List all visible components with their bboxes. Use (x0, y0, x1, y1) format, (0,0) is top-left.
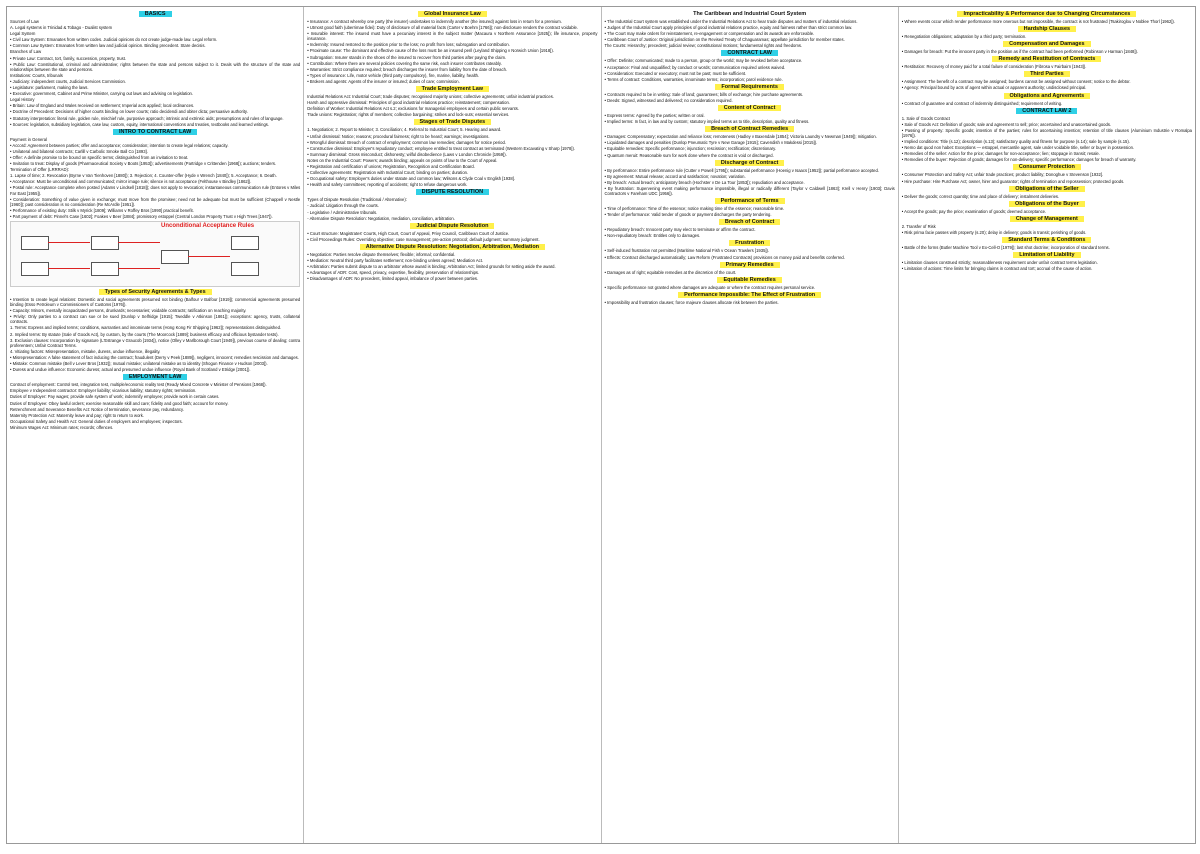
note-paragraph: • Implied conditions: Title (s.12); description (s.13); satisfactory quality and fitness for purpose (s.14); sale by sample (s.15). (901, 139, 1130, 145)
note-paragraph: • Duress and undue influence: Economic duress; actual and presumed undue influence (Royal Bank of Scotland v Etridge [2001]). (10, 367, 251, 373)
column-4 (899, 7, 1195, 843)
diagram-arrow (48, 242, 90, 243)
section-heading-label: Frustration (729, 240, 770, 246)
note-paragraph: • Summary dismissal: Gross misconduct; dishonesty; wilful disobedience (Laws v London Chronicle [1959]). (307, 151, 507, 157)
section-heading-label: Limitation of Liability (1013, 252, 1080, 258)
diagram-node (231, 262, 259, 276)
section-heading (902, 26, 1192, 33)
note-paragraph: • Deeds: Signed, witnessed and delivered; no consideration required. (604, 97, 733, 103)
note-paragraph: • Brokers and agents: Agents of the insurer or insured; duties of care; commission. (307, 78, 460, 84)
diagram-arrow (48, 268, 90, 269)
note-paragraph: Occupational Safety and Health Act: General duties of employers and employees; inspectors. (10, 418, 183, 424)
section-heading-label: CONTRACT LAW (721, 50, 778, 56)
section-heading (605, 219, 895, 226)
note-paragraph: • Deliver the goods; correct quantity; time and place of delivery; instalment deliveries. (901, 193, 1060, 199)
note-paragraph: Trade unions: Registration; rights of members; collective bargaining; strikes and lock-outs; essential services. (307, 112, 510, 118)
section-heading (307, 244, 597, 251)
note-paragraph: • Mistake: Common mistake (Bell v Lever Bros [1932]); mutual mistake; unilateral mistake as to identity (Shogun Finance v Hudson [2003]). (10, 361, 268, 367)
note-paragraph: • Effects: Contract discharged automatically; Law Reform (Frustrated Contracts) provisions on money paid and benefits conferred. (604, 254, 845, 260)
note-paragraph: 1. Sale of Goods Contract (901, 115, 950, 121)
note-paragraph: • Consumer Protection and Safety Act; unfair trade practices; product liability; Donoghue v Stevenson [1932]. (901, 172, 1104, 178)
section-heading-label: DISPUTE RESOLUTION (416, 189, 489, 195)
note-paragraph: • By agreement: Mutual release; accord and satisfaction; novation; variation. (604, 173, 746, 179)
note-paragraph: 1. Negotiation; 2. Report to Minister; 3. Conciliation; 4. Referral to Industrial Court; 5. Hearing and award. (307, 127, 502, 133)
note-paragraph: • Health and safety committees; reporting of accidents; right to refuse dangerous work. (307, 182, 468, 188)
section-heading (902, 41, 1192, 48)
section-heading (902, 216, 1192, 223)
note-paragraph: - Alternative Dispute Resolution: Negotiation, mediation, conciliation, arbitration. (307, 215, 455, 221)
note-paragraph: • Sale of Goods Act: Definition of goods; sale and agreement to sell; price; ascertained and unascertained goods. (901, 121, 1112, 127)
note-paragraph: • Arbitration: Parties submit dispute to an arbitrator whose award is binding; Arbitration Act; limited grounds for setting aside the award. (307, 264, 556, 270)
section-heading-label: Alternative Dispute Resolution: Negotiation, Arbitration, Mediation (360, 244, 545, 250)
note-paragraph: • Executive: government, Cabinet and Prime Minister, carrying out laws and advising on legislation. (10, 91, 194, 97)
section-heading (10, 11, 300, 18)
section-heading (902, 186, 1192, 193)
note-paragraph: • Advantages of ADR: Cost, speed, privacy, expertise, flexibility, preservation of relationships. (307, 270, 480, 276)
section-heading (307, 86, 597, 93)
note-paragraph: Branches of Law (10, 49, 42, 55)
note-paragraph: • Doctrine of Precedent: Decisions of higher courts binding on lower courts; ratio decidendi and obiter dicta; persuasive authority. (10, 109, 248, 115)
section-heading (605, 262, 895, 269)
note-paragraph: • Accept the goods; pay the price; examination of goods; deemed acceptance. (901, 208, 1047, 214)
note-paragraph: Notes on the Industrial Court: Powers; awards binding; appeals on points of law to the Court of Appeal. (307, 157, 498, 163)
note-paragraph: Legal System (10, 31, 36, 37)
note-paragraph: • Accord: Agreement between parties; offer and acceptance; consideration; intention to create legal relations; capacity. (10, 142, 229, 148)
section-heading-label: Third Parties (1024, 71, 1070, 77)
diagram-node (231, 236, 259, 250)
note-paragraph: • Hire purchase: Hire Purchase Act; owner, hirer and guarantor; rights of termination and repossession; protected goods. (901, 178, 1125, 184)
note-paragraph: • Misrepresentation: A false statement of fact inducing the contract; fraudulent (Derry v Peek [1889]), negligent, innocent; remedies rescission and damages. (10, 354, 299, 360)
section-heading-label: Standard Terms & Conditions (1002, 237, 1091, 243)
note-paragraph: • Offer: Definite; communicated; made to a person, group or the world; may be revoked before acceptance. (604, 58, 803, 64)
note-paragraph: • Subrogation: Insurer stands in the shoes of the insured to recover from third parties after paying the claim. (307, 54, 507, 60)
note-paragraph: • Quantum meruit: Reasonable sum for work done where the contract is void or discharged. (604, 152, 774, 158)
note-paragraph: Termination of Offer (LRRRAD): (10, 167, 70, 173)
note-paragraph: - Legislative / Administrative tribunals. (307, 209, 378, 215)
section-heading-label: EMPLOYMENT LAW (123, 374, 188, 380)
note-paragraph: A. Legal systems in Trinidad & Tobago - Dualist system (10, 25, 113, 31)
note-paragraph: Definition of Worker: Industrial Relations Act s.2; exclusions for managerial employees and certain public servants. (307, 106, 519, 112)
note-paragraph: • Disadvantages of ADR: No precedent, limited appeal, imbalance of power between parties. (307, 276, 479, 282)
diagram-arrow (118, 242, 160, 243)
note-paragraph: • Consideration: Executed or executory; must not be past; must be sufficient. (604, 70, 747, 76)
note-paragraph: • Self-induced frustration not permitted (Maritime National Fish v Ocean Trawlers [1935]). (604, 248, 770, 254)
section-heading (10, 374, 300, 381)
section-heading-label: Performance Impossible: The Effect of Frustration (678, 292, 821, 298)
section-heading (605, 11, 895, 18)
note-paragraph: • Postal rule: Acceptance complete when posted (Adams v Lindsell [1818]); does not apply to revocation; instantaneous communication rule (Entores v Miles Far East [1955]). (10, 185, 301, 196)
note-paragraph: • Proximate cause: The dominant and effective cause of the loss must be an insured peril (Leyland Shipping v Norwich Union [1918]). (307, 48, 554, 54)
note-paragraph: Harsh and oppressive dismissal: Principles of good industrial relations practice; reinstatement; compensation. (307, 100, 510, 106)
note-paragraph: • By breach: Actual breach; anticipatory breach (Hochster v De La Tour [1853]); repudiation and acceptance. (604, 179, 805, 185)
note-paragraph: • Collective agreements: Registration with Industrial Court; binding on parties; duration. (307, 170, 469, 176)
note-paragraph: Duties of Employer: Pay wages; provide safe system of work; indemnify employee; provide work in certain cases. (10, 394, 220, 400)
section-heading (605, 198, 895, 205)
diagram-arrow (188, 256, 230, 257)
note-paragraph: • Contract of guarantee and contract of indemnity distinguished; requirement of writing. (901, 100, 1063, 106)
note-paragraph: • Remedies of the seller: Action for the price; damages for non-acceptance; lien; stoppage in transit; resale. (901, 151, 1100, 157)
note-paragraph: • Civil Law System: Emanates from written codes. Judicial opinions do not create judge-made law. Legal reform. (10, 37, 218, 43)
note-paragraph: • Damages for breach: Put the innocent party in the position as if the contract had been performed (Robinson v Harman [1848]). (901, 49, 1139, 55)
note-paragraph: Types of Dispute Resolution (Traditional / Alternative): (307, 197, 407, 203)
section-heading-label: Compensation and Damages (1003, 41, 1091, 47)
section-heading (605, 84, 895, 91)
note-paragraph: • Performance of existing duty: Stilk v Myrick [1809]; Williams v Roffey Bros [1990] practical benefit. (10, 207, 194, 213)
section-heading-label: INTRO TO CONTRACT LAW (113, 129, 197, 135)
column-3 (602, 7, 899, 843)
section-heading (605, 160, 895, 167)
section-heading-label: Obligations of the Buyer (1009, 201, 1085, 207)
note-paragraph: 4. Vitiating factors: Misrepresentation, mistake, duress, undue influence, illegality. (10, 348, 161, 354)
section-heading-label: Hardship Clauses (1018, 26, 1076, 32)
note-paragraph: • Offer: A definite promise to be bound on specific terms; distinguished from an invitation to treat. (10, 154, 189, 160)
section-heading (902, 164, 1192, 171)
cheat-sheet (6, 6, 1196, 844)
note-paragraph: Payment in General (10, 136, 48, 142)
note-paragraph: Minimum Wages Act: Minimum rates; records; offences. (10, 424, 114, 430)
section-heading (902, 56, 1192, 63)
section-heading-label: Equitable Remedies (717, 277, 781, 283)
note-paragraph: • Utmost good faith (uberrimae fidei): Duty of disclosure of all material facts (Carter v Boehm [1766]); non-disclosure renders the contract voidable. (307, 25, 579, 31)
section-heading (605, 105, 895, 112)
note-paragraph: Legal History (10, 97, 35, 103)
note-paragraph: • Unilateral and bilateral contracts; Carlill v Carbolic Smoke Ball Co [1893]. (10, 148, 148, 154)
section-heading (605, 50, 895, 57)
section-heading-label: Global Insurance Law (418, 11, 487, 17)
note-paragraph: • Sources: legislation, subsidiary legislation, case law, custom, equity, international conventions and treaties, textbooks and learned writings. (10, 121, 270, 127)
diagram-node (161, 250, 189, 264)
note-paragraph: • Negotiation: Parties resolve dispute themselves; flexible; informal; confidential. (307, 251, 456, 257)
section-heading-label: Primary Remedies (720, 262, 780, 268)
section-heading-label: Consumer Protection (1013, 164, 1081, 170)
note-paragraph: • Where events occur which render performance more onerous but not impossible, the contract is not frustrated (Tsakiroglou v Noblee Thorl [1962]). (901, 19, 1175, 24)
section-heading-label: The Caribbean and Industrial Court System (693, 11, 807, 17)
flow-diagram (10, 221, 300, 287)
section-heading-label: Obligations of the Seller (1009, 186, 1084, 192)
note-paragraph: • Capacity: Minors, mentally incapacitated persons, drunkards; necessaries; voidable contracts; ratification on reaching majority. (10, 308, 247, 314)
section-heading (605, 126, 895, 133)
section-heading (902, 201, 1192, 208)
note-paragraph: • Terms of contract: Conditions, warranties, innominate terms; incorporation; parol evidence rule. (604, 76, 783, 82)
section-heading (307, 223, 597, 230)
note-paragraph: Retrenchment and Severance Benefits Act: Notice of termination, severance pay, redundancy. (10, 406, 184, 412)
diagram-node (21, 236, 49, 250)
note-paragraph: • Part payment of debt: Pinnel's Case [1602]; Foakes v Beer [1884]; promissory estoppel (Central London Property Trust v High Trees [1947]). (10, 213, 273, 219)
note-paragraph: • Consideration: Something of value given in exchange; must move from the promisee; need not be adequate but must be sufficient (Chappell v Nestle [1960]); past consideration is no consideration (Re McArdle [1951]). (10, 196, 301, 207)
note-paragraph: • Britain: Law of England and Wales received on settlement; Imperial acts applied; local ordinances. (10, 103, 195, 109)
note-paragraph: • The Court may make orders for reinstatement, re-engagement or compensation and its awards are enforceable. (604, 31, 815, 37)
section-heading-label: Judicial Dispute Resolution (410, 223, 494, 229)
column-2 (304, 7, 601, 843)
note-paragraph: • Time of performance: Time of the essence; notice making time of the essence; reasonable time. (604, 206, 785, 212)
section-heading (307, 119, 597, 126)
note-paragraph: • Warranties: Strict compliance required; breach discharges the insurer from liability from the date of breach. (307, 66, 508, 72)
note-paragraph: • Insurable interest: The insured must have a pecuniary interest in the subject matter (Macaura v Northern Assurance [1925]); life insurance, property insurance. (307, 31, 598, 42)
note-paragraph: • Equitable remedies: Specific performance; injunction; rescission; rectification; discretionary. (604, 146, 777, 152)
note-paragraph: • Insurance: A contract whereby one party (the insurer) undertakes to indemnify another (the insured) against loss in return for a premium. (307, 19, 562, 24)
note-paragraph: • Liquidated damages and penalties (Dunlop Pneumatic Tyre v New Garage [1915]; Cavendish v Makdessi [2015]). (604, 140, 818, 146)
note-paragraph: • By frustration: Supervening event making performance impossible, illegal or radically different (Taylor v Caldwell [1863]; Krell v Henry [1903]; Davis Contractors v Fareham UDC [1956]). (604, 185, 895, 196)
note-paragraph: The Courts: Hierarchy; precedent; judicial review; constitutional motions; fundamental rights and freedoms. (604, 43, 803, 49)
note-paragraph: • Private Law: Contract, tort, family, succession, property, trust. (10, 55, 127, 61)
section-heading-label: Content of Contract (718, 105, 782, 111)
note-paragraph: - Judicial: Litigation through the courts. (307, 203, 379, 209)
note-paragraph: • Repudiatory breach: Innocent party may elect to terminate or affirm the contract. (604, 227, 756, 233)
note-paragraph: Duties of Employee: Obey lawful orders; exercise reasonable skill and care; fidelity and good faith; account for money. (10, 400, 229, 406)
note-paragraph: • Damages: Compensatory; expectation and reliance loss; remoteness (Hadley v Baxendale [1854]; Victoria Laundry v Newman [1949]); mitigation. (604, 134, 877, 140)
note-paragraph: Contract of employment: Control test, integration test, multiple/economic reality test (Ready Mixed Concrete v Minister of Pensions [1968]). (10, 382, 267, 388)
note-paragraph: • Registration and certification of unions; Registration, Recognition and Certification Board. (307, 163, 475, 169)
note-paragraph: • Passing of property: Specific goods; intention of the parties; rules for ascertaining intention; retention of title clauses (Aluminium Industrie v Romalpa [1976]). (901, 127, 1192, 138)
note-paragraph: • Contracts required to be in writing: Sale of land; guarantees; bills of exchange; hire purchase agreements. (604, 91, 804, 97)
section-heading-label: Types of Security Agreements & Types (99, 289, 212, 295)
section-heading (902, 252, 1192, 259)
note-paragraph: 2. Transfer of Risk (901, 223, 936, 229)
section-heading-label: Stages of Trade Disputes (414, 119, 492, 125)
section-heading (902, 237, 1192, 244)
note-paragraph: • Damages as of right; equitable remedies at the discretion of the court. (604, 269, 737, 275)
note-paragraph: 1. Terms: Express and implied terms; conditions, warranties and innominate terms (Hong Kong Fir Shipping [1962]); representations distinguished. (10, 325, 282, 331)
note-paragraph: Employee v Independent contractor: Employer liability; vicarious liability; statutory rights; termination. (10, 388, 197, 394)
section-heading-label: Impracticability & Performance due to Changing Circumstances (957, 11, 1136, 17)
section-heading (605, 240, 895, 247)
section-heading (902, 71, 1192, 78)
note-paragraph: • Restitution: Recovery of money paid for a total failure of consideration (Fibrosa v Fairbairn [1943]). (901, 64, 1087, 70)
note-paragraph: 3. Exclusion clauses: Incorporation by signature (L'Estrange v Graucob [1934]), notice (Olley v Marlborough Court [1949]), previous course of dealing; contra proferentem; Unfair Contract Terms. (10, 337, 301, 348)
note-paragraph: • Statutory interpretation: literal rule, golden rule, mischief rule, purposive approach; intrinsic and extrinsic aids; presumptions and rules of language. (10, 115, 284, 121)
section-heading (902, 11, 1192, 18)
note-paragraph: • Unfair dismissal: Notice; reasons; procedural fairness; right to be heard; warnings; investigations. (307, 133, 490, 139)
diagram-arrow (118, 268, 160, 269)
note-paragraph: Industrial Relations Act: Industrial Court; trade disputes; recognised majority unions; collective agreements; unfair industrial practices. (307, 94, 554, 100)
note-paragraph: • Non-repudiatory breach: Entitles only to damages. (604, 233, 701, 239)
section-heading-label: Breach of Contract (719, 219, 781, 225)
diagram-node (91, 236, 119, 250)
note-paragraph: • Common Law System: Emanates from written law and judicial opinion. Binding precedent. Stare decisis. (10, 43, 206, 49)
note-paragraph: • Occupational safety: Employer's duties under statute and common law; Wilsons & Clyde Coal v English [1938]. (307, 176, 516, 182)
note-paragraph: • Intention to create legal relations: Domestic and social agreements presumed not binding (Balfour v Balfour [1919]); commercial agreements presumed binding (Esso Petroleum v Commissioners of Customs [1976]). (10, 297, 301, 308)
section-heading (10, 289, 300, 296)
section-heading-label: CONTRACT LAW 2 (1016, 108, 1077, 114)
note-paragraph: • Limitation clauses construed strictly; reasonableness requirement under unfair contract terms legislation. (901, 260, 1098, 266)
note-paragraph: 1. Lapse of time; 2. Revocation (Byrne v Van Tienhoven [1880]); 3. Rejection; 4. Counter-offer (Hyde v Wrench [1840]); 5. Acceptance; 6. Death. (10, 173, 277, 179)
note-paragraph: • By performance: Entire performance rule (Cutter v Powell [1795]); substantial performance (Hoenig v Isaacs [1952]); partial performance accepted. (604, 167, 879, 173)
note-paragraph: • Limitation of actions: Time limits for bringing claims in contract and tort; accrual of the cause of action. (901, 266, 1093, 272)
note-paragraph: • Assignment: The benefit of a contract may be assigned; burdens cannot be assigned without consent; notice to the debtor. (901, 79, 1131, 85)
note-paragraph: 2. Implied terms: By statute (Sale of Goods Act), by custom, by the courts (The Moorcock [1889]; business efficacy and officious bystander tests). (10, 331, 279, 337)
note-paragraph: • Tender of performance: Valid tender of goods or payment discharges the party tendering. (604, 212, 772, 218)
section-heading-label: Trade Employment Law (416, 86, 489, 92)
note-paragraph: • Agency: Principal bound by acts of agent within actual or apparent authority; undisclosed principal. (901, 85, 1087, 91)
section-heading-label: Remedy and Restitution of Contracts (992, 56, 1101, 62)
note-paragraph: • Acceptance: Final and unqualified; by conduct or words; communication required unless waived. (604, 64, 786, 70)
section-heading-label: Change of Management (1010, 216, 1084, 222)
note-paragraph: • Remedies of the buyer: Rejection of goods; damages for non-delivery; specific performance; damages for breach of warranty. (901, 157, 1137, 163)
section-heading (10, 129, 300, 136)
note-paragraph: • Caribbean Court of Justice: Original jurisdiction on the Revised Treaty of Chaguaramas; appellate jurisdiction for member states. (604, 37, 845, 43)
section-heading-label: Obligations and Agreements (1004, 93, 1091, 99)
note-paragraph: • Court structure: Magistrates' Courts, High Court, Court of Appeal, Privy Council, Caribbean Court of Justice. (307, 230, 510, 236)
section-heading-label: Discharge of Contract (715, 160, 784, 166)
note-paragraph: • Judiciary: independent courts, Judicial Services Commission. (10, 78, 126, 84)
diagram-node (91, 262, 119, 276)
diagram-title: Unconditional Acceptance Rules (161, 223, 255, 229)
section-heading (902, 93, 1192, 100)
column-1 (7, 7, 304, 843)
note-paragraph: • Wrongful dismissal: Breach of contract of employment; common law remedies; damages for notice period. (307, 139, 507, 145)
section-heading (605, 277, 895, 284)
note-paragraph: • Specific performance not granted where damages are adequate or where the contract requires personal service. (604, 284, 816, 290)
section-heading (605, 292, 895, 299)
note-paragraph: Institutions: Courts, tribunals (10, 72, 63, 78)
note-paragraph: • Express terms: Agreed by the parties; written or oral. (604, 113, 705, 119)
note-paragraph: • Acceptance: Must be unconditional and communicated; mirror image rule; silence is not acceptance (Felthouse v Bindley [1862]). (10, 179, 252, 185)
note-paragraph: • Judges of the Industrial Court apply principles of good industrial relations practice, equity and fairness rather than strict common law. (604, 25, 853, 31)
note-paragraph: • Public Law: Constitutional, criminal and administrative; rights between the state and persons subject to it. Deals with the structure of the state and relationships between the state and persons. (10, 61, 301, 72)
note-paragraph: • Privity: Only parties to a contract can sue or be sued (Dunlop v Selfridge [1915]; Tweddle v Atkinson [1861]); exceptions: agency, trusts, collateral contracts. (10, 314, 301, 325)
note-paragraph: • Indemnity: Insured restored to the position prior to the loss; no profit from loss; subrogation and contribution. (307, 42, 510, 48)
note-paragraph: • Invitation to treat: Display of goods (Pharmaceutical Society v Boots [1953]); advertisements (Partridge v Crittenden [1968]); auctions; tenders. (10, 161, 277, 167)
note-paragraph: • Civil Proceedings Rules: Overriding objective; case management; pre-action protocol; default judgment; summary judgment. (307, 236, 540, 242)
note-paragraph: • Legislature: parliament, making the laws. (10, 85, 89, 91)
section-heading-label: Breach of Contract Remedies (705, 126, 794, 132)
note-paragraph: • Mediation: Neutral third party facilitates settlement; non-binding unless agreed; Mediation Act. (307, 258, 484, 263)
note-paragraph: • Impossibility and frustration clauses; force majeure clauses allocate risk between the parties. (604, 299, 779, 305)
note-paragraph: • The Industrial Court system was established under the Industrial Relations Act to hear trade disputes and matters of industrial relations. (604, 19, 858, 24)
note-paragraph: • Implied terms: In fact, in law and by custom; statutory implied terms as to title, description, quality and fitness. (604, 119, 810, 125)
note-paragraph: • Renegotiation obligations; adaptation by a third party; termination. (901, 34, 1027, 40)
note-paragraph: • Types of insurance: Life, motor vehicle (third party compulsory), fire, marine, liability, health. (307, 72, 480, 78)
note-paragraph: • Battle of the forms (Butler Machine Tool v Ex-Cell-O [1979]); last shot doctrine; incorporation of standard terms. (901, 244, 1110, 250)
note-paragraph: • Nemo dat quod non habet: Exceptions — estoppel, mercantile agent, sale under voidable title, seller or buyer in possession. (901, 145, 1135, 151)
diagram-node (21, 262, 49, 276)
section-heading (307, 11, 597, 18)
section-heading (307, 189, 597, 196)
section-heading-label: Performance of Terms (715, 198, 785, 204)
section-heading-label: BASICS (139, 11, 172, 17)
section-heading (902, 108, 1192, 115)
note-paragraph: • Constructive dismissal: Employer's repudiatory conduct; employee entitled to treat contract as terminated (Western Excavating v Sharp [1978]). (307, 145, 576, 151)
note-paragraph: Sources of Law (10, 19, 39, 24)
note-paragraph: Maternity Protection Act: Maternity leave and pay; right to return to work. (10, 412, 145, 418)
note-paragraph: • Contribution: Where there are several policies covering the same risk, each insurer contributes rateably. (307, 60, 502, 66)
section-heading-label: Formal Requirements (715, 84, 784, 90)
note-paragraph: • Risk prima facie passes with property (s.20); delay in delivery; goods in transit; perishing of goods. (901, 229, 1087, 235)
